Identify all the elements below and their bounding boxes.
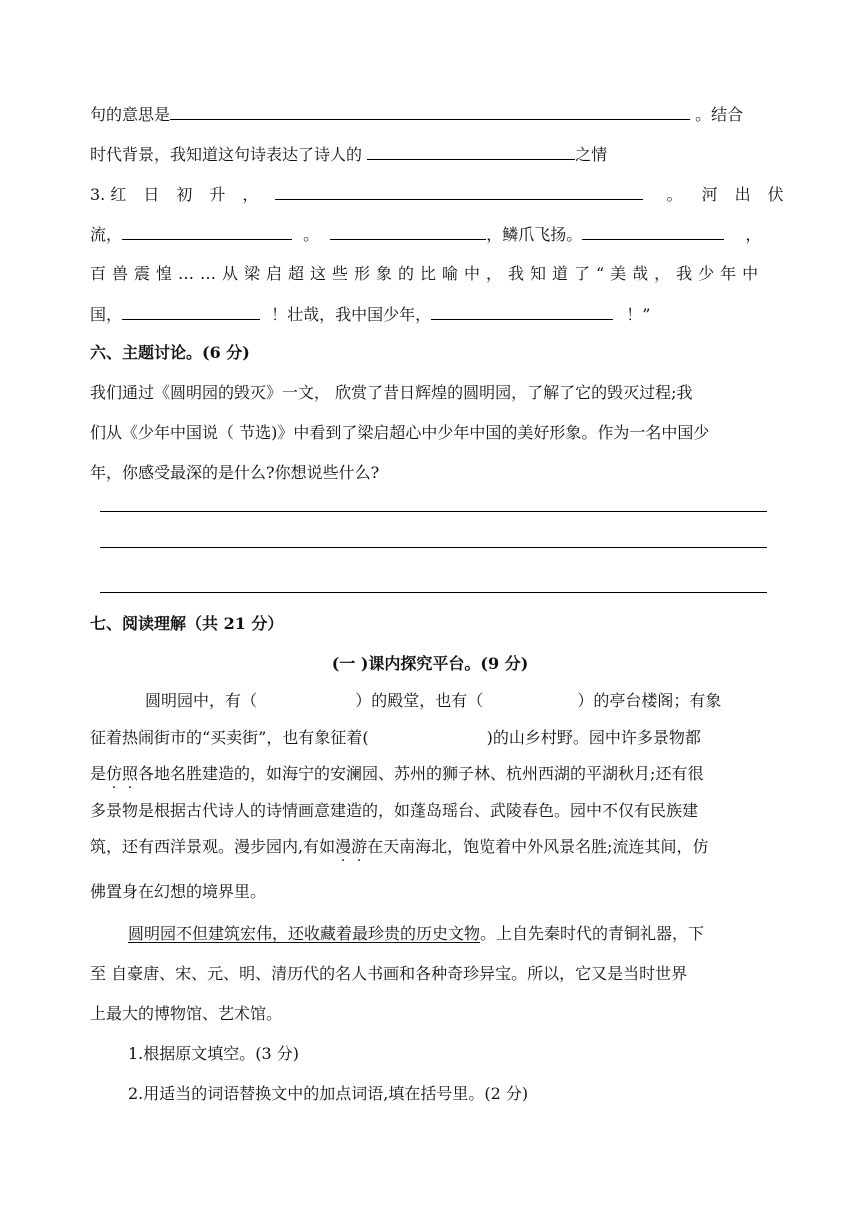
passage-line bbox=[90, 763, 703, 785]
passage-line bbox=[90, 836, 709, 858]
passage-line bbox=[145, 690, 721, 712]
answer-blank[interactable] bbox=[431, 303, 613, 320]
passage-line bbox=[128, 923, 704, 945]
answer-blank[interactable] bbox=[367, 143, 575, 160]
q5-line-1 bbox=[90, 103, 743, 126]
passage-line: 佛置身在幻想的境界里。 bbox=[90, 882, 267, 901]
passage-text: 是 bbox=[90, 764, 107, 783]
passage-text: 征着热闹街市的“买卖街”，也有象征着( bbox=[90, 728, 369, 747]
task-item: 2.用适当的词语替换文中的加点词语,填在括号里。(2 分) bbox=[128, 1084, 529, 1103]
passage-line bbox=[90, 727, 701, 749]
q5-text: 。 bbox=[666, 185, 683, 204]
passage-text: ）的殿堂，也有（ bbox=[355, 691, 484, 710]
emphasis-dot-word: 游 bbox=[351, 837, 368, 856]
q5-line-2 bbox=[90, 143, 607, 166]
q5-text: 。 bbox=[303, 225, 320, 244]
q5-line-3 bbox=[90, 183, 801, 206]
answer-blank[interactable] bbox=[582, 223, 724, 240]
answer-blank[interactable] bbox=[122, 223, 292, 240]
answer-blank[interactable] bbox=[122, 303, 260, 320]
passage-text: 各地名胜建造的，如海宁的安澜园、苏州的狮子林、杭州西湖的平湖秋月;还有很 bbox=[138, 764, 704, 783]
answer-line[interactable] bbox=[100, 592, 767, 593]
emphasis-dot-word: 漫 bbox=[335, 837, 352, 856]
q5-text: ！壮哉，我中国少年， bbox=[271, 305, 432, 324]
passage-line: 上最大的博物馆、艺术馆。 bbox=[90, 1004, 283, 1023]
answer-line[interactable] bbox=[100, 511, 767, 512]
q5-text: 河出伏 bbox=[701, 185, 801, 204]
q5-text: 红日初升， bbox=[110, 185, 276, 204]
q7-heading: 七、阅读理解（共 21 分） bbox=[90, 614, 284, 633]
underlined-sentence: 圆明园不但建筑宏伟，还收藏着最珍贵的历史文物 bbox=[128, 924, 481, 943]
q5-text: 句的意思是 bbox=[90, 105, 171, 124]
q6-paragraph-line: 们从《少年中国说（ 节选)》中看到了梁启超心中少年中国的美好形象。作为一名中国少 bbox=[90, 423, 710, 442]
q5-text: ， bbox=[745, 225, 762, 244]
q5-text: 国， bbox=[90, 305, 123, 324]
q5-text: 百兽震惶……从梁启超这些形象的比喻中，我知道了“美哉，我少年中 bbox=[90, 264, 765, 283]
q7-subheading: (一 )课内探究平台。(9 分) bbox=[331, 654, 529, 673]
passage-text: 。上自先秦时代的青铜礼器，下 bbox=[480, 924, 705, 943]
q5-line-4 bbox=[90, 223, 761, 246]
q5-text: 流， bbox=[90, 225, 123, 244]
q5-text: ，鳞爪飞扬。 bbox=[486, 225, 583, 244]
q6-heading: 六、主题讨论。(6 分) bbox=[90, 343, 250, 362]
passage-text: 在天南海北，饱览着中外风景名胜;流连其间，仿 bbox=[367, 837, 709, 856]
passage-text: 圆明园中，有（ bbox=[145, 691, 258, 710]
answer-line[interactable] bbox=[100, 547, 767, 548]
task-item: 1.根据原文填空。(3 分) bbox=[128, 1044, 300, 1063]
q6-paragraph-line: 我们通过《圆明园的毁灭》一文， 欣赏了昔日辉煌的圆明园，了解了它的毁灭过程;我 bbox=[90, 383, 693, 402]
q5-text: 时代背景，我知道这句诗表达了诗人的 bbox=[90, 145, 363, 164]
emphasis-dot-word: 照 bbox=[122, 764, 139, 783]
passage-line: 至 自豪唐、宋、元、明、清历代的名人书画和各种奇珍异宝。所以，它又是当时世界 bbox=[90, 964, 688, 983]
passage-text: 筑，还有西洋景观。漫步园内,有如 bbox=[90, 837, 336, 856]
passage-line: 多景物是根据古代诗人的诗情画意建造的，如蓬岛瑶台、武陵春色。园中不仅有民族建 bbox=[90, 801, 699, 820]
passage-text: ）的亭台楼阁；有象 bbox=[577, 691, 722, 710]
emphasis-dot-word: 仿 bbox=[106, 764, 123, 783]
q5-text: ！” bbox=[626, 305, 651, 324]
q5-text: 之情 bbox=[575, 145, 608, 164]
q5-line-6 bbox=[90, 303, 650, 326]
answer-blank[interactable] bbox=[330, 223, 486, 240]
q6-paragraph-line: 年，你感受最深的是什么?你想说些什么? bbox=[90, 463, 380, 482]
answer-blank[interactable] bbox=[275, 183, 643, 200]
q5-text: 。结合 bbox=[695, 105, 744, 124]
answer-blank[interactable] bbox=[170, 103, 690, 120]
q5-line-5 bbox=[90, 263, 764, 285]
q5-text: 3. bbox=[90, 185, 106, 204]
passage-text: )的山乡村野。园中许多景物都 bbox=[486, 728, 701, 747]
